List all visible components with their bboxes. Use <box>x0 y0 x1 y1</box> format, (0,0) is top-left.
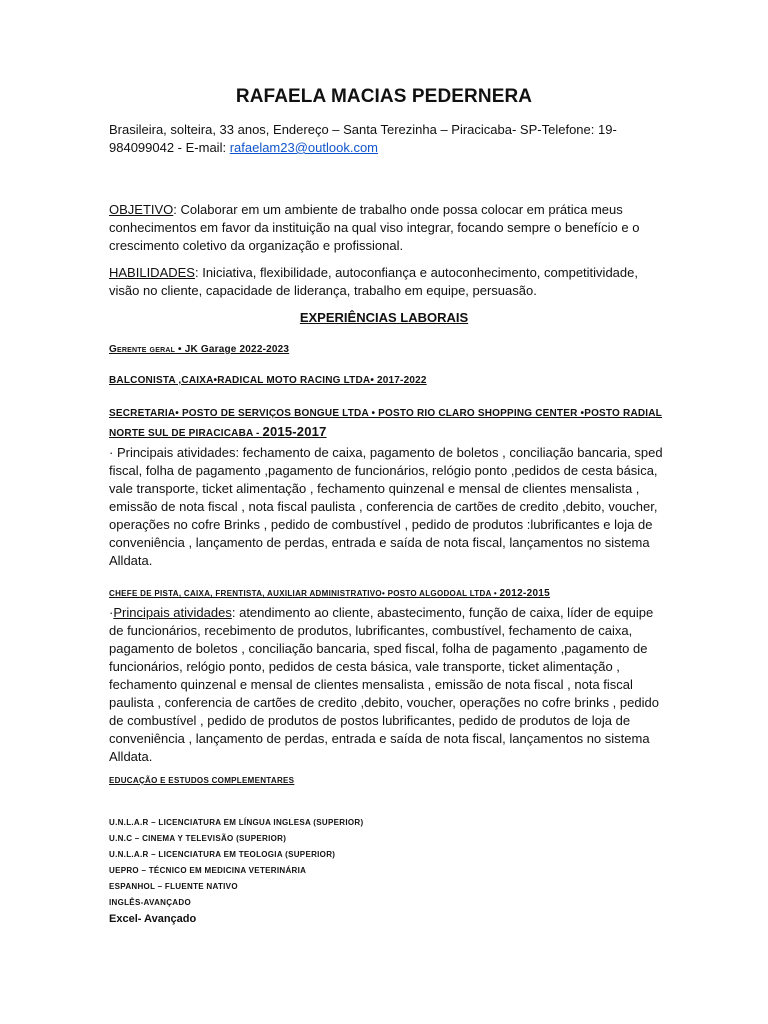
job-secretaria-years: 2015-2017 <box>262 424 327 439</box>
job-gerente-company: • JK Garage 2022-2023 <box>178 344 290 355</box>
education-item: U.N.L.A.R – LICENCIATURA EM LÍNGUA INGLESA (SUPERIOR) <box>109 818 364 827</box>
education-heading-text: EDUCAÇÃO E ESTUDOS COMPLEMENTARES <box>109 776 295 785</box>
job-chefe-pista-desc: : atendimento ao cliente, abastecimento, função de caixa, líder de equipe de funcionários, recebimento de produtos, lubrificantes, combustível, fechamento de caixa, pagamento de boletos , conciliação bancaria, sped fiscal, folha de pagamento ,pagamento de funcionários, relógio ponto, pedidos de cesta básica, vale transporte, ticket alimentação , fechamento quinzenal e mensal de clientes mensalista , emissão de nota fiscal , nota fiscal paulista , conferencia de cartões de credito ,debito, voucher, operações no cofre brinks , pedido de combustível , pedido de produtos de postos lubrificantes, pedido de produtos de loja de conveniência , lançamento de perdas, entrada e saída de nota fiscal, lançamentos no sistema Alldata. <box>109 605 659 764</box>
personal-info-text: Brasileira, solteira, 33 anos, Endereço – Santa Terezinha – Piracicaba- SP-Telefone: 19-984099042 - E-mail: <box>109 122 617 155</box>
job-gerente <box>109 341 664 359</box>
job-chefe-pista <box>109 585 664 766</box>
job-secretaria-title: SECRETARIA• POSTO DE SERVIÇOS BONGUE LTDA • POSTO RIO CLARO SHOPPING CENTER •POSTO RADIAL NORTE SUL DE PIRACICABA - <box>109 408 662 439</box>
experience-heading-text: EXPERIÊNCIAS LABORAIS <box>299 310 469 325</box>
education-item: Excel- Avançado <box>109 913 197 925</box>
job-balconista <box>109 372 664 390</box>
skills-text: : Iniciativa, flexibilidade, autoconfiança e autoconhecimento, competitividade, visão no cliente, capacidade de liderança, trabalho em equipe, persuasão. <box>109 265 638 298</box>
objective-label: OBJETIVO <box>109 202 174 217</box>
job-chefe-pista-bullet: · <box>109 605 114 620</box>
education-item: U.N.L.A.R – LICENCIATURA EM TEOLOGIA (SUPERIOR) <box>109 850 336 859</box>
job-chefe-pista-title: CHEFE DE PISTA, CAIXA, FRENTISTA, AUXILIAR ADMINISTRATIVO• POSTO ALGODOAL LTDA • <box>109 589 500 598</box>
personal-info <box>109 121 664 157</box>
job-balconista-title: BALCONISTA ,CAIXA•RADICAL MOTO RACING LTDA• 2017-2022 <box>109 375 427 386</box>
candidate-name: RAFAELA MACIAS PEDERNERA <box>235 86 533 107</box>
education-item: U.N.C – CINEMA Y TELEVISÃO (SUPERIOR) <box>109 834 287 843</box>
experience-heading <box>0 309 768 327</box>
email-link[interactable]: rafaelam23@outlook.com <box>229 140 379 155</box>
education-heading <box>109 772 664 790</box>
education-item: ESPANHOL – FLUENTE NATIVO <box>109 882 238 891</box>
skills-section <box>109 264 664 300</box>
education-item: INGLÊS-AVANÇADO <box>109 898 191 907</box>
objective-section <box>109 201 664 255</box>
job-secretaria <box>109 405 664 570</box>
education-list <box>109 815 664 927</box>
job-secretaria-desc: · Principais atividades: fechamento de caixa, pagamento de boletos , conciliação bancaria, sped fiscal, folha de pagamento ,pagamento de funcionários, relógio ponto ,pedidos de cesta básica, vale transporte, ticket alimentação , fechamento quinzenal e mensal de clientes mensalista , emissão de nota fiscal , nota fiscal paulista , conferencia de cartões de credito ,debito, voucher, operações no cofre Brinks , pedido de combustível , pedido de produtos :lubrificantes e loja de conveniência , lançamento de perdas, entrada e saída de nota fiscal, lançamentos no sistema Alldata. <box>109 445 663 568</box>
skills-label: HABILIDADES <box>109 265 195 280</box>
job-chefe-pista-desc-label: Principais atividades <box>113 605 232 620</box>
job-gerente-role: Gerente geral <box>109 344 176 355</box>
objective-text: : Colaborar em um ambiente de trabalho onde possa colocar em prática meus conhecimentos em favor da instituição na qual viso integrar, focando sempre o benefício e o crescimento coletivo da organização e profissional. <box>109 202 640 253</box>
education-item: UEPRO – TÉCNICO EM MEDICINA VETERINÁRIA <box>109 866 307 875</box>
job-chefe-pista-years: 2012-2015 <box>499 588 551 599</box>
